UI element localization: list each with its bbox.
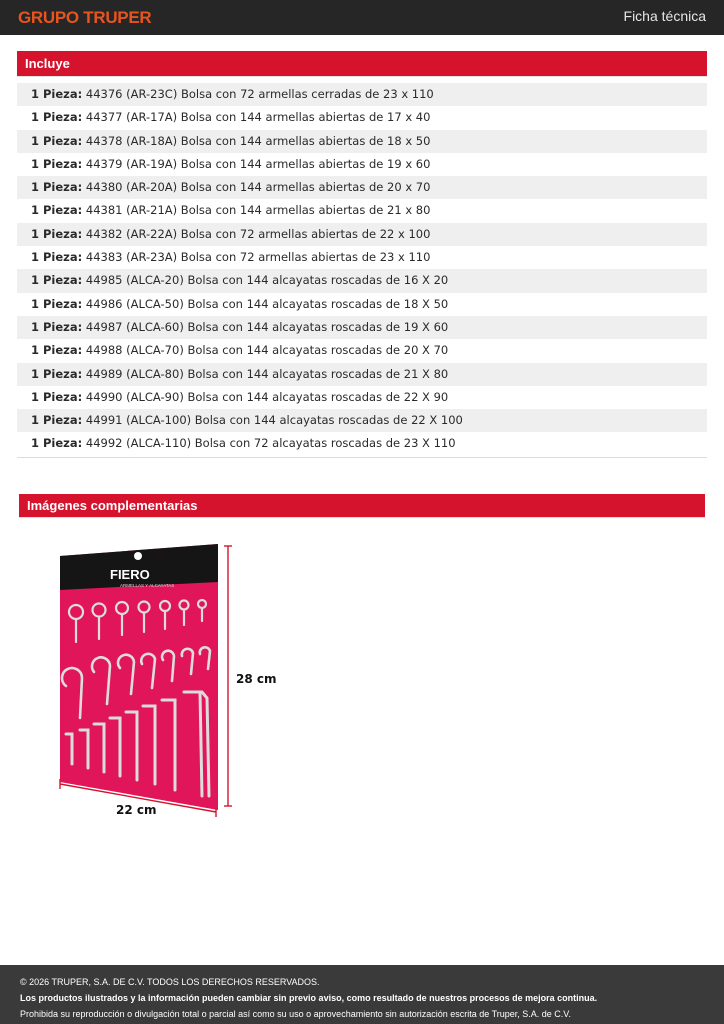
item-desc: 44382 (AR-22A) Bolsa con 72 armellas abiertas de 22 x 100 <box>85 226 431 241</box>
item-desc: 44985 (ALCA-20) Bolsa con 144 alcayatas roscadas de 16 X 20 <box>85 273 449 288</box>
item-qty: 1 Pieza: <box>31 87 83 101</box>
item-qty: 1 Pieza: <box>31 436 83 451</box>
list-item <box>17 432 707 455</box>
item-qty: 1 Pieza: <box>31 250 83 265</box>
item-desc: 44987 (ALCA-60) Bolsa con 144 alcayatas roscadas de 19 X 60 <box>85 319 449 334</box>
item-desc: 44381 (AR-21A) Bolsa con 144 armellas abiertas de 21 x 80 <box>85 203 431 218</box>
list-item <box>17 316 707 339</box>
list-item <box>17 223 707 246</box>
item-desc: 44986 (ALCA-50) Bolsa con 144 alcayatas roscadas de 18 X 50 <box>85 296 449 311</box>
item-desc: 44379 (AR-19A) Bolsa con 144 armellas abiertas de 19 x 60 <box>85 156 431 171</box>
list-item <box>17 246 707 269</box>
item-desc: 44992 (ALCA-110) Bolsa con 72 alcayatas roscadas de 23 X 110 <box>85 436 456 451</box>
item-qty: 1 Pieza: <box>31 343 83 358</box>
board-subtitle: ARMELLAS Y ALCAYATAS <box>120 583 175 588</box>
item-qty: 1 Pieza: <box>31 296 83 311</box>
item-qty: 1 Pieza: <box>31 366 83 381</box>
list-item <box>17 293 707 316</box>
footer <box>0 965 724 1024</box>
document-title: Ficha técnica <box>623 8 706 24</box>
list-item <box>17 83 707 106</box>
footer-copyright: © 2026 TRUPER, S.A. DE C.V. TODOS LOS DERECHOS RESERVADOS. <box>20 977 320 987</box>
item-qty: 1 Pieza: <box>31 133 83 148</box>
list-item <box>17 153 707 176</box>
list-item <box>17 409 707 432</box>
item-desc: 44989 (ALCA-80) Bolsa con 144 alcayatas roscadas de 21 X 80 <box>85 366 449 381</box>
item-desc: 44376 (AR-23C) Bolsa con 72 armellas cerradas de 23 x 110 <box>85 87 434 101</box>
item-qty: 1 Pieza: <box>31 156 83 171</box>
brand-logo: GRUPO TRUPER <box>18 8 152 27</box>
list-item <box>17 106 707 129</box>
item-qty: 1 Pieza: <box>31 226 83 241</box>
product-image <box>52 538 282 818</box>
section-divider <box>17 76 707 77</box>
top-bar <box>0 0 724 35</box>
list-item <box>17 339 707 362</box>
board-brand: FIERO <box>110 567 150 582</box>
item-qty: 1 Pieza: <box>31 180 83 195</box>
item-qty: 1 Pieza: <box>31 319 83 334</box>
list-divider <box>17 457 707 458</box>
item-qty: 1 Pieza: <box>31 273 83 288</box>
item-desc: 44383 (AR-23A) Bolsa con 72 armellas abiertas de 23 x 110 <box>85 250 431 265</box>
section-divider <box>19 517 705 518</box>
item-desc: 44990 (ALCA-90) Bolsa con 144 alcayatas roscadas de 22 X 90 <box>85 389 449 404</box>
includes-list <box>17 83 707 456</box>
includes-section-header: Incluye <box>17 51 707 76</box>
list-item <box>17 386 707 409</box>
display-board <box>60 544 218 810</box>
list-item <box>17 363 707 386</box>
list-item <box>17 199 707 222</box>
item-desc: 44988 (ALCA-70) Bolsa con 144 alcayatas roscadas de 20 X 70 <box>85 343 449 358</box>
item-desc: 44991 (ALCA-100) Bolsa con 144 alcayatas roscadas de 22 X 100 <box>85 413 463 428</box>
list-item <box>17 269 707 292</box>
item-qty: 1 Pieza: <box>31 389 83 404</box>
images-section-header: Imágenes complementarias <box>19 494 705 517</box>
item-qty: 1 Pieza: <box>31 413 83 428</box>
height-dimension-label: 28 cm <box>236 672 277 686</box>
item-qty: 1 Pieza: <box>31 110 83 125</box>
item-desc: 44378 (AR-18A) Bolsa con 144 armellas abiertas de 18 x 50 <box>85 133 431 148</box>
list-item <box>17 130 707 153</box>
width-dimension-label: 22 cm <box>116 803 157 817</box>
item-desc: 44380 (AR-20A) Bolsa con 144 armellas abiertas de 20 x 70 <box>85 180 431 195</box>
footer-notice: Los productos ilustrados y la información pueden cambiar sin previo aviso, como resultado de nuestros procesos de mejora continua. <box>20 993 598 1003</box>
footer-prohibition: Prohibida su reproducción o divulgación total o parcial así como su uso o aprovechamiento sin autorización escrita de Truper, S.A. de C.V. <box>20 1009 571 1019</box>
item-qty: 1 Pieza: <box>31 203 83 218</box>
list-item <box>17 176 707 199</box>
item-desc: 44377 (AR-17A) Bolsa con 144 armellas abiertas de 17 x 40 <box>85 110 431 125</box>
